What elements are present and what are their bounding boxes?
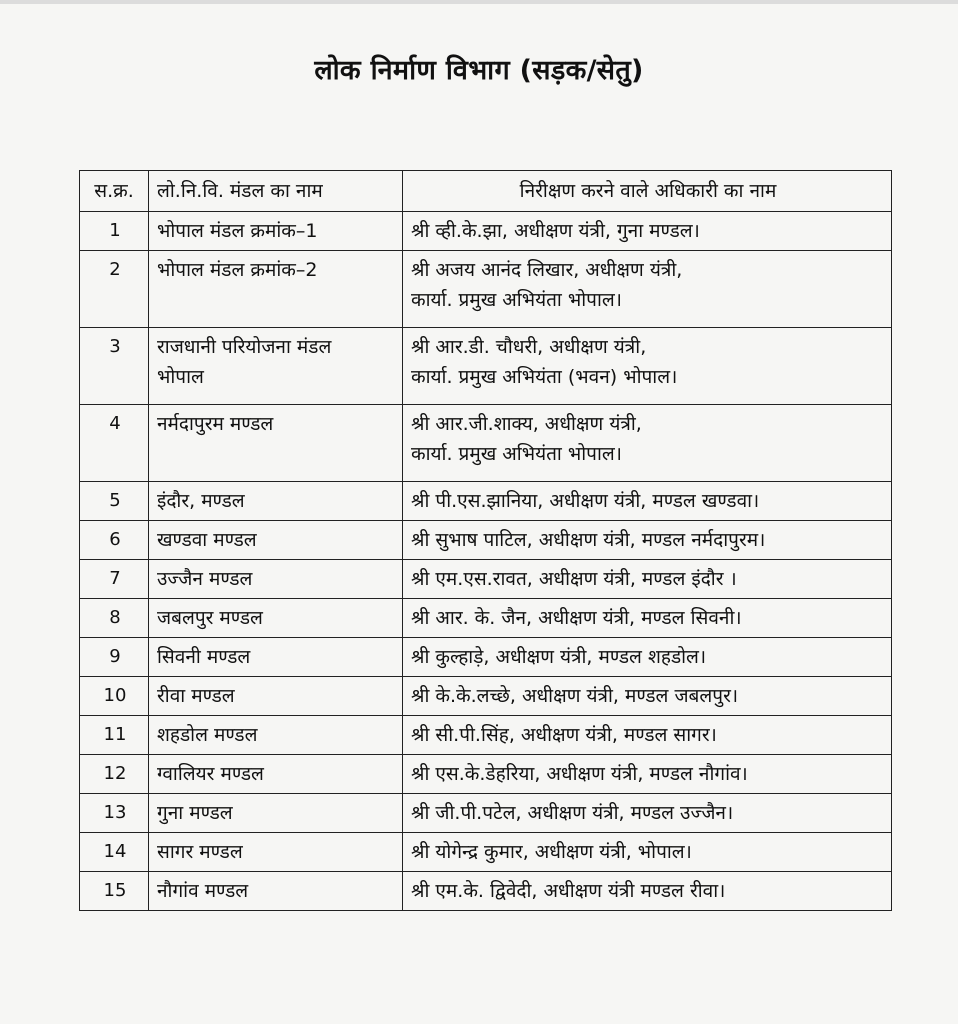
table-row	[80, 677, 892, 716]
row-serial-number: 8	[80, 599, 149, 638]
row-serial-number: 4	[80, 405, 149, 482]
table-header-row	[80, 171, 892, 212]
officer-name-line: श्री सी.पी.सिंह, अधीक्षण यंत्री, मण्डल सागर।	[411, 724, 717, 746]
row-serial-number: 3	[80, 328, 149, 405]
row-officer-name	[403, 560, 892, 599]
division-name-line: भोपाल मंडल क्रमांक–1	[157, 220, 318, 242]
officer-name-line: श्री अजय आनंद लिखार, अधीक्षण यंत्री,	[411, 259, 683, 281]
header-serial-number: स.क्र.	[80, 171, 149, 212]
row-officer-name	[403, 405, 892, 482]
row-officer-name	[403, 794, 892, 833]
officer-name-line: श्री एस.के.डेहरिया, अधीक्षण यंत्री, मण्डल नौगांव।	[411, 763, 748, 785]
officer-name-line: श्री योगेन्द्र कुमार, अधीक्षण यंत्री, भोपाल।	[411, 841, 692, 863]
table-row	[80, 482, 892, 521]
officer-name-line: श्री के.के.लच्छे, अधीक्षण यंत्री, मण्डल जबलपुर।	[411, 685, 739, 707]
table-row	[80, 872, 892, 911]
row-serial-number: 1	[80, 212, 149, 251]
table-row	[80, 521, 892, 560]
division-name-line: शहडोल मण्डल	[157, 724, 258, 746]
officer-name-line: श्री व्ही.के.झा, अधीक्षण यंत्री, गुना मण्डल।	[411, 220, 700, 242]
division-name-line: उज्जैन मण्डल	[157, 568, 253, 590]
officer-name-line: श्री आर.डी. चौधरी, अधीक्षण यंत्री,	[411, 336, 647, 358]
officer-name-line: श्री एम.एस.रावत, अधीक्षण यंत्री, मण्डल इंदौर ।	[411, 568, 737, 590]
table-body	[80, 212, 892, 911]
row-officer-name	[403, 716, 892, 755]
division-name-line: सिवनी मण्डल	[157, 646, 251, 668]
header-officer-name: निरीक्षण करने वाले अधिकारी का नाम	[403, 171, 892, 212]
row-division-name	[149, 405, 403, 482]
top-edge-divider	[0, 0, 958, 4]
division-name-line: सागर मण्डल	[157, 841, 243, 863]
row-officer-name	[403, 328, 892, 405]
row-officer-name	[403, 599, 892, 638]
division-name-line: गुना मण्डल	[157, 802, 233, 824]
row-serial-number: 9	[80, 638, 149, 677]
row-officer-name	[403, 872, 892, 911]
row-division-name	[149, 482, 403, 521]
row-division-name	[149, 638, 403, 677]
row-serial-number: 7	[80, 560, 149, 599]
officer-name-line: श्री सुभाष पाटिल, अधीक्षण यंत्री, मण्डल नर्मदापुरम।	[411, 529, 766, 551]
row-serial-number: 2	[80, 251, 149, 328]
officer-name-line: श्री आर. के. जैन, अधीक्षण यंत्री, मण्डल सिवनी।	[411, 607, 742, 629]
table-row	[80, 833, 892, 872]
division-name-line: खण्डवा मण्डल	[157, 529, 257, 551]
table-row	[80, 599, 892, 638]
division-name-line: नर्मदापुरम मण्डल	[157, 413, 274, 435]
row-division-name	[149, 599, 403, 638]
row-serial-number: 5	[80, 482, 149, 521]
division-name-line: भोपाल मंडल क्रमांक–2	[157, 259, 318, 281]
table-row	[80, 716, 892, 755]
division-name-line: ग्वालियर मण्डल	[157, 763, 264, 785]
table-row	[80, 212, 892, 251]
table-row	[80, 328, 892, 405]
row-officer-name	[403, 677, 892, 716]
table-row	[80, 251, 892, 328]
row-officer-name	[403, 521, 892, 560]
row-officer-name	[403, 638, 892, 677]
officer-name-line: श्री पी.एस.झानिया, अधीक्षण यंत्री, मण्डल खण्डवा।	[411, 490, 760, 512]
officer-name-line: श्री जी.पी.पटेल, अधीक्षण यंत्री, मण्डल उज्जैन।	[411, 802, 734, 824]
row-division-name	[149, 328, 403, 405]
row-officer-name	[403, 251, 892, 328]
row-serial-number: 12	[80, 755, 149, 794]
row-division-name	[149, 677, 403, 716]
row-division-name	[149, 872, 403, 911]
row-division-name	[149, 212, 403, 251]
row-serial-number: 14	[80, 833, 149, 872]
row-division-name	[149, 521, 403, 560]
division-name-line: रीवा मण्डल	[157, 685, 235, 707]
officer-name-line: श्री कुल्हाड़े, अधीक्षण यंत्री, मण्डल शहडोल।	[411, 646, 707, 668]
row-division-name	[149, 560, 403, 599]
row-serial-number: 10	[80, 677, 149, 716]
row-division-name	[149, 755, 403, 794]
row-division-name	[149, 251, 403, 328]
row-officer-name	[403, 482, 892, 521]
table-row	[80, 560, 892, 599]
division-name-line: नौगांव मण्डल	[157, 880, 249, 902]
table-row	[80, 638, 892, 677]
division-name-line: जबलपुर मण्डल	[157, 607, 263, 629]
table-row	[80, 405, 892, 482]
division-name-line: इंदौर, मण्डल	[157, 490, 245, 512]
inspection-officers-table	[79, 170, 892, 911]
row-serial-number: 13	[80, 794, 149, 833]
table-row	[80, 794, 892, 833]
officer-name-line: श्री एम.के. द्विवेदी, अधीक्षण यंत्री मण्डल रीवा।	[411, 880, 726, 902]
row-serial-number: 11	[80, 716, 149, 755]
row-serial-number: 6	[80, 521, 149, 560]
officer-name-line: कार्या. प्रमुख अभियंता भोपाल।	[411, 289, 622, 311]
row-officer-name	[403, 212, 892, 251]
table-row	[80, 755, 892, 794]
page-title: लोक निर्माण विभाग (सड़क/सेतु)	[314, 55, 644, 86]
row-officer-name	[403, 833, 892, 872]
row-division-name	[149, 794, 403, 833]
division-name-line: भोपाल	[157, 366, 204, 388]
row-division-name	[149, 833, 403, 872]
row-serial-number: 15	[80, 872, 149, 911]
officer-name-line: कार्या. प्रमुख अभियंता (भवन) भोपाल।	[411, 366, 678, 388]
officer-name-line: कार्या. प्रमुख अभियंता भोपाल।	[411, 443, 622, 465]
row-officer-name	[403, 755, 892, 794]
division-name-line: राजधानी परियोजना मंडल	[157, 336, 332, 358]
row-division-name	[149, 716, 403, 755]
header-division-name: लो.नि.वि. मंडल का नाम	[149, 171, 403, 212]
officer-name-line: श्री आर.जी.शाक्य, अधीक्षण यंत्री,	[411, 413, 642, 435]
